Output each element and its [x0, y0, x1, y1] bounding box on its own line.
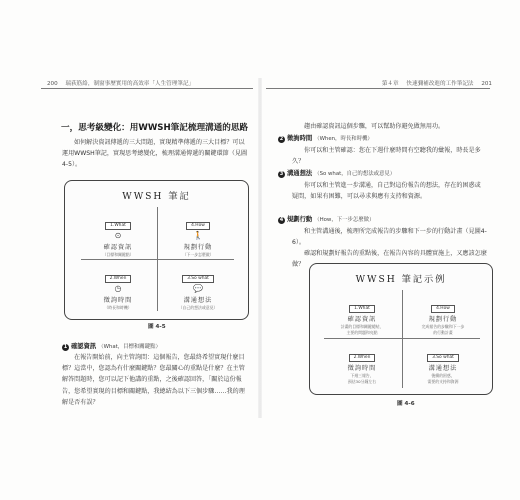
item-hint: （When，時長和時機）: [314, 136, 373, 142]
example-quadrant-what: [324, 294, 400, 336]
quadrant-what: [83, 211, 153, 258]
clock-icon: ◷: [114, 284, 122, 293]
right-chapter-title: 快速彌補改進的工作筆記法: [406, 81, 474, 87]
book-gutter: [258, 78, 262, 418]
example-what-tag: 1.What: [349, 305, 375, 313]
left-running-header: [41, 79, 194, 87]
right-page-number: 201: [481, 81, 492, 87]
chat-bubbles-icon: 💬: [193, 284, 203, 293]
example-so-what-tag: 3.So what: [427, 354, 459, 362]
section-title: [61, 121, 248, 133]
quadrant-so-what: [163, 264, 233, 311]
item-title: 規劃行動: [287, 216, 313, 223]
example-what-sub: 計畫的目標和關鍵總結， 主要的問題和亮點: [340, 324, 384, 335]
plan-action-paragraph: 和主管溝通後，梳理所完成報告的步驟和下一步的行動計畫（見圖4-6）。: [292, 228, 487, 247]
quadrant-what-label: 確認資訊: [103, 244, 133, 251]
item-number-badge: 2: [279, 136, 284, 142]
example-divider-horizontal: [324, 338, 480, 339]
example-divider-vertical: [402, 290, 403, 388]
example-how-label: 規劃行動: [428, 316, 458, 323]
confirm-info-paragraph: 在報告開始前，向主管詢問：這個報告，您最終希望實現什麼目標？這當中，您認為有什麼關鍵點？您最關心的重點是什麼？在主管解答問題時，您可以記下他講的重點，之後確認回答，「關於這份報告，您希望實現的目標和關鍵點，我總結為以下三個步驟……我的理解是否有誤？: [62, 354, 245, 406]
example-quadrant-when: [324, 343, 400, 385]
example-so-what-label: 溝通想法: [428, 365, 458, 372]
left-book-title: 瑞荻筋絡，制窗事歷實用的高效率「人生管理筆記」: [65, 81, 195, 87]
wwsh-diagram: [64, 180, 249, 320]
quadrant-how-sub: （下一步怎麼做）: [182, 252, 214, 257]
quadrant-what-tag: 1.What: [105, 222, 131, 230]
quadrant-when: [83, 264, 153, 311]
item-heading-when: [278, 133, 373, 143]
example-when-sub: 下週三報告， 預估30分鐘左右: [347, 373, 377, 384]
plan-followup-paragraph: 確認和規劃好報告的重點後，在報告內容的具體實施上，又應該怎麼做？: [292, 250, 487, 269]
example-how-tag: 4.How: [431, 305, 455, 313]
example-when-tag: 2.When: [349, 354, 376, 362]
ask-time-paragraph: 你可以和主管確認：您在下週什麼時間有空聽我的彙報，時長是多久？: [292, 147, 481, 166]
item-number-badge: 4: [279, 217, 284, 223]
quadrant-when-label: 徵詢時間: [103, 297, 133, 304]
item-hint: （What，目標和關鍵點）: [98, 344, 161, 350]
wwsh-diagram-title: WWSH 筆記: [122, 191, 191, 202]
right-running-header: [382, 79, 492, 87]
target-icon: ⊙: [114, 231, 122, 240]
item-title: 溝通想法: [287, 170, 313, 177]
example-when-label: 徵詢時間: [347, 365, 377, 372]
item-heading-so-what: [278, 168, 395, 178]
wwsh-example-title: WWSH 筆記示例: [355, 274, 447, 285]
example-quadrant-so-what: [405, 343, 481, 385]
example-how-sub: 完成報告的步驟和下一步 的行動計畫: [421, 324, 465, 335]
left-header-rule: [41, 88, 253, 89]
right-header-rule: [266, 88, 490, 89]
item-heading-how: [278, 214, 374, 224]
item-heading-what: [62, 341, 161, 351]
item-hint: （So what，自己的想法或意見）: [314, 171, 396, 177]
intro-paragraph: 如何解決資訊傳遞的三大問題，實現精準傳遞的三大目標？可以運用WWSH筆記，實現思考總變化，梳理溝通傳遞的關鍵環節（見圖4-5）。: [62, 139, 248, 169]
diagram-divider-horizontal: [81, 259, 234, 260]
walking-person-icon: 🚶: [193, 231, 203, 240]
left-page-number: 200: [47, 81, 58, 87]
example-what-label: 確認資訊: [347, 316, 377, 323]
quadrant-how-tag: 4.How: [186, 222, 210, 230]
quadrant-so-what-tag: 3.So what: [182, 275, 214, 283]
quadrant-so-what-label: 溝通想法: [183, 297, 213, 304]
right-intro-paragraph: 趨由確認資訊這個步驟，可以幫助你避免做無用功。: [304, 123, 445, 130]
quadrant-how-label: 規劃行動: [183, 244, 213, 251]
figure-caption-4-5: 圖 4-5: [148, 324, 166, 330]
item-hint: （How，下一步怎麼做）: [314, 217, 375, 223]
item-title: 徵詢時間: [287, 135, 313, 142]
right-chapter-label: 第４章: [381, 81, 399, 87]
quadrant-how: [163, 211, 233, 258]
quadrant-when-tag: 2.When: [105, 275, 132, 283]
quadrant-so-what-sub: （自己的想法或意見）: [178, 305, 218, 310]
section-title-text: 一，思考級變化：用WWSH筆記梳理溝通的思路: [61, 123, 249, 133]
item-title: 確認資訊: [71, 343, 97, 350]
wwsh-example-diagram: [309, 263, 493, 395]
item-number-badge: 1: [63, 344, 68, 350]
quadrant-what-sub: （目標和關鍵點）: [102, 252, 134, 257]
quadrant-when-sub: （時長和時機）: [104, 305, 132, 310]
example-so-what-sub: 後續的困惑， 需要的支持和資源: [427, 373, 459, 384]
communicate-ideas-paragraph: 你可以和主管進一步溝通，自己對這份報告的想法，存在的困惑或疑問，如果有困難，可以尋求與應有支持和資源。: [292, 182, 481, 201]
figure-caption-4-6: 圖 4-6: [397, 401, 415, 407]
example-quadrant-how: [405, 294, 481, 336]
item-number-badge: 3: [279, 171, 284, 177]
